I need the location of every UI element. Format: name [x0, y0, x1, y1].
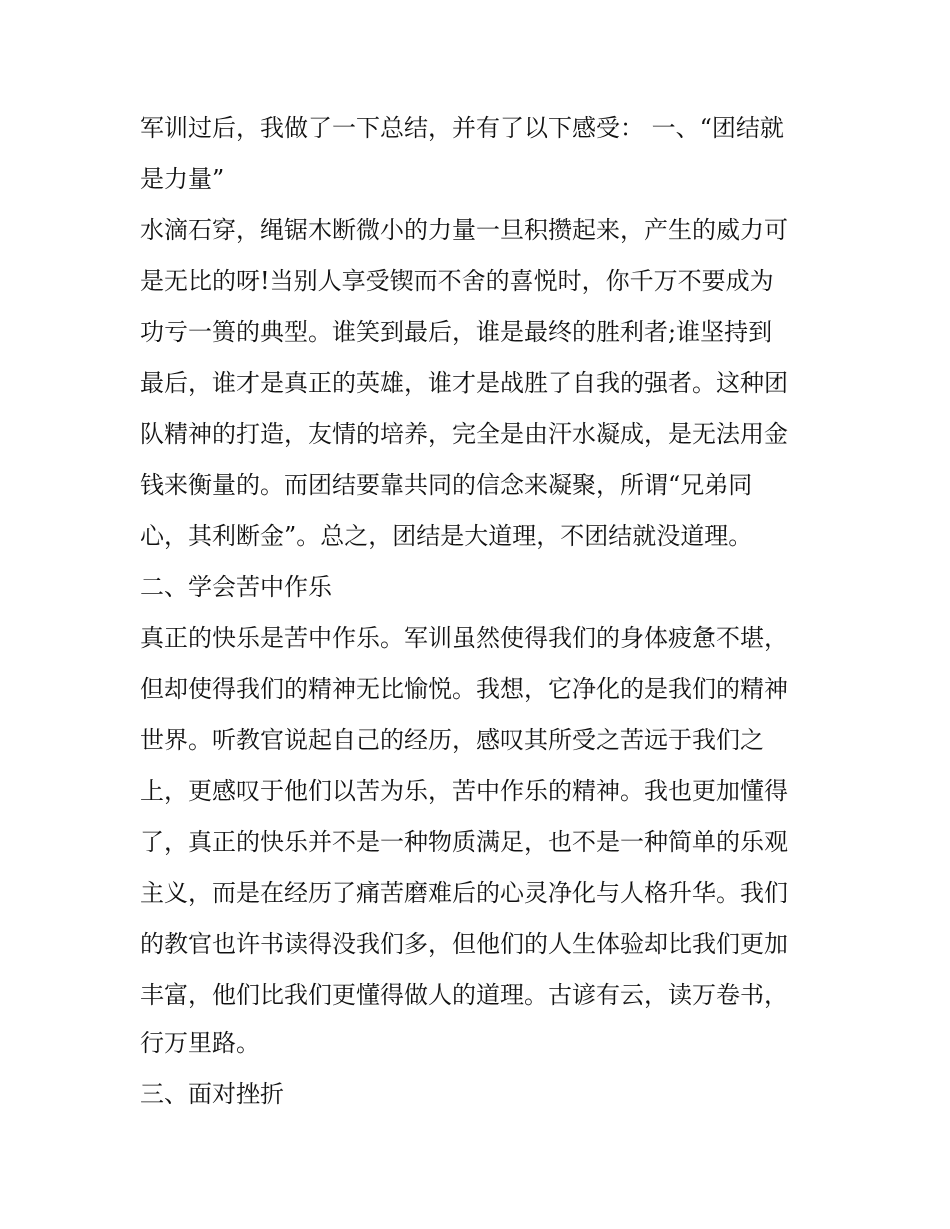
- text-line: 上，更感叹于他们以苦为乐，苦中作乐的精神。我也更加懂得: [140, 777, 788, 805]
- text-line: 了，真正的快乐并不是一种物质满足，也不是一种简单的乐观: [140, 828, 788, 856]
- section-heading: 二、学会苦中作乐: [140, 573, 332, 601]
- text-line: 军训过后，我做了一下总结，并有了以下感受： 一、“团结就: [140, 114, 784, 142]
- text-line: 钱来衡量的。而团结要靠共同的信念来凝聚，所谓“兄弟同: [140, 471, 753, 499]
- text-line: 是力量”: [140, 165, 225, 193]
- text-line: 的教官也许书读得没我们多，但他们的人生体验却比我们更加: [140, 930, 788, 958]
- text-line: 心，其利断金”。总之，团结是大道理，不团结就没道理。: [140, 522, 753, 550]
- text-line: 世界。听教官说起自己的经历，感叹其所受之苦远于我们之: [140, 726, 764, 754]
- text-line: 水滴石穿，绳锯木断微小的力量一旦积攒起来，产生的威力可: [140, 216, 788, 244]
- text-line: 真正的快乐是苦中作乐。军训虽然使得我们的身体疲惫不堪，: [140, 624, 788, 652]
- text-line: 队精神的打造，友情的培养，完全是由汗水凝成，是无法用金: [140, 420, 788, 448]
- text-line: 丰富，他们比我们更懂得做人的道理。古谚有云，读万卷书，: [140, 981, 788, 1009]
- section-heading: 三、面对挫折: [140, 1080, 284, 1108]
- text-line: 功亏一篑的典型。谁笑到最后，谁是最终的胜利者;谁坚持到: [140, 318, 773, 346]
- text-line: 最后，谁才是真正的英雄，谁才是战胜了自我的强者。这种团: [140, 369, 788, 397]
- text-line: 但却使得我们的精神无比愉悦。我想，它净化的是我们的精神: [140, 675, 788, 703]
- text-line: 行万里路。: [140, 1029, 260, 1057]
- text-line: 主义，而是在经历了痛苦磨难后的心灵净化与人格升华。我们: [140, 879, 788, 907]
- text-line: 是无比的呀!当别人享受锲而不舍的喜悦时，你千万不要成为: [140, 267, 774, 295]
